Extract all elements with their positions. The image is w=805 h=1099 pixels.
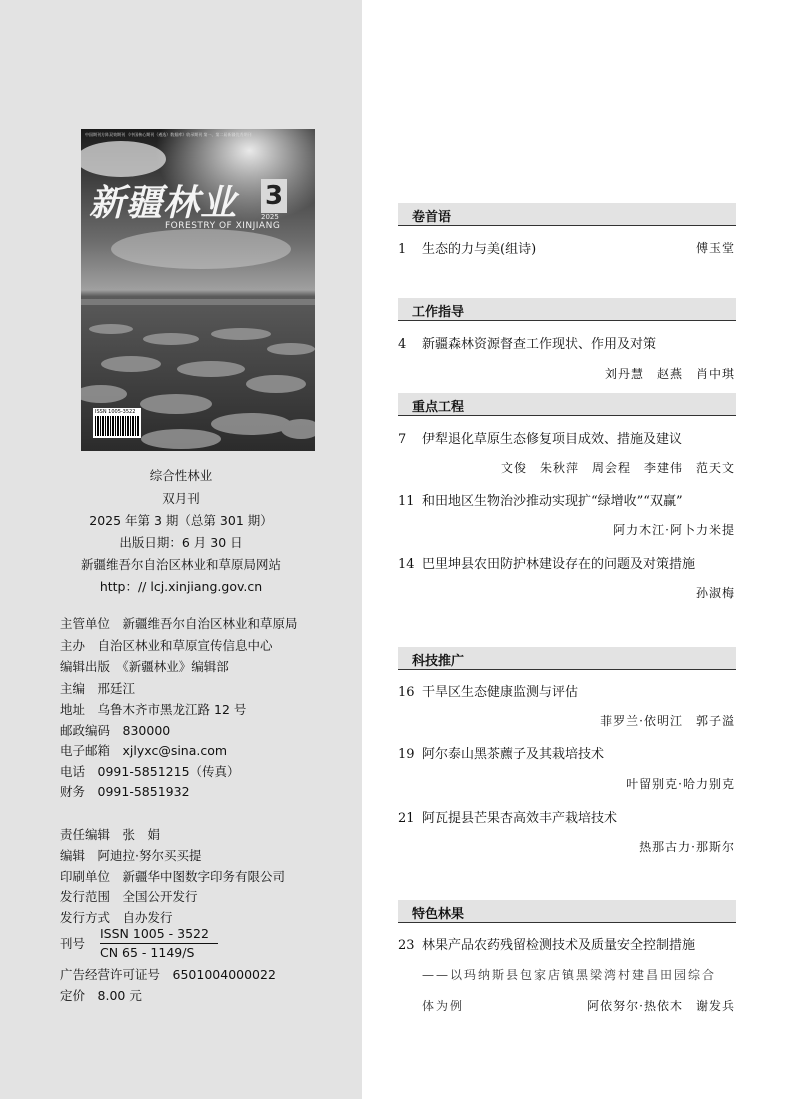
toc-section-header: 工作指导	[398, 298, 736, 321]
issn-label: 刊号	[60, 936, 86, 951]
info-row: 责任编辑 张 娟	[60, 827, 161, 842]
info-issue: 2025 年第 3 期（总第 301 期）	[89, 513, 273, 528]
toc-author: 热那古力·那斯尔	[639, 840, 735, 854]
info-frequency: 双月刊	[162, 491, 200, 506]
toc-section-header: 卷首语	[398, 203, 736, 226]
cover-english-title: FORESTRY OF XINJIANG	[165, 221, 281, 231]
cover-title: 新疆林业	[89, 182, 238, 224]
issn-divider	[100, 943, 218, 944]
info-row: 邮政编码 830000	[60, 723, 171, 738]
cover-image	[81, 129, 315, 451]
info-row: 广告经营许可证号 6501004000022	[60, 967, 276, 982]
toc-author: 傅玉堂	[695, 241, 735, 255]
toc-author: 文俊 朱秋萍 周会程 李建伟 范天文	[500, 461, 735, 475]
toc-entry: 19 阿尔泰山黑茶藨子及其栽培技术	[398, 747, 605, 762]
cn-number: CN 65 - 1149/S	[100, 945, 195, 960]
cover-issue-number: 3	[261, 179, 287, 213]
info-website-url: http：// lcj.xinjiang.gov.cn	[99, 579, 263, 594]
info-row: 主办 自治区林业和草原宣传信息中心	[60, 638, 273, 653]
info-type: 综合性林业	[149, 468, 213, 483]
barcode	[93, 408, 141, 438]
info-date: 出版日期：6 月 30 日	[119, 535, 243, 550]
info-row: 财务 0991-5851932	[60, 784, 190, 799]
info-row: 发行方式 自办发行	[60, 910, 173, 925]
toc-subtitle: ——以玛纳斯县包家店镇黑梁湾村建昌田园综合	[422, 968, 717, 982]
info-row: 定价 8.00 元	[60, 988, 142, 1003]
toc-entry: 11 和田地区生物治沙推动实现扩“绿增收”“双赢”	[398, 494, 683, 509]
toc-entry: 16 干旱区生态健康监测与评估	[398, 685, 579, 700]
issn-block	[100, 926, 218, 961]
barcode-isbn: ISSN 1005-3522	[95, 409, 136, 415]
info-website-name: 新疆维吾尔自治区林业和草原局网站	[80, 557, 281, 572]
info-row: 电话 0991-5851215（传真）	[60, 764, 240, 779]
toc-author: 叶留别克·哈力别克	[626, 777, 735, 791]
toc-subtitle: 体为例	[422, 999, 465, 1013]
toc-entry: 7 伊犁退化草原生态修复项目成效、措施及建议	[398, 432, 683, 447]
info-row: 地址 乌鲁木齐市黑龙江路 12 号	[60, 702, 247, 717]
toc-entry: 21 阿瓦提县芒果杏高效丰产栽培技术	[398, 811, 618, 826]
toc-author: 菲罗兰·依明江 郭子溢	[600, 714, 735, 728]
toc-author: 阿力木江·阿卜力米提	[613, 523, 735, 537]
cover-year: 2025	[261, 213, 279, 221]
info-row: 发行范围 全国公开发行	[60, 889, 198, 904]
info-row: 主管单位 新疆维吾尔自治区林业和草原局	[60, 616, 298, 631]
info-row: 编辑出版 《新疆林业》编辑部	[60, 659, 229, 674]
issn-number: ISSN 1005 - 3522	[100, 926, 209, 941]
toc-section-header: 重点工程	[398, 393, 736, 416]
toc-entry: 1 生态的力与美(组诗)	[398, 242, 537, 257]
toc-entry: 14 巴里坤县农田防护林建设存在的问题及对策措施	[398, 557, 696, 572]
toc-section-header: 特色林果	[398, 900, 736, 923]
toc-author: 孙淑梅	[695, 586, 735, 600]
cover-top-text: 中国期刊方阵双效期刊 《中国核心期刊（遴选）数据库》收录期刊 第一、第二届新疆优秀期刊	[85, 132, 252, 137]
info-row: 主编 邢廷江	[60, 681, 136, 696]
toc-entry: 23 林果产品农药残留检测技术及质量安全控制措施	[398, 938, 696, 953]
toc-section-header: 科技推广	[398, 647, 736, 670]
toc-entry: 4 新疆森林资源督查工作现状、作用及对策	[398, 337, 657, 352]
barcode-bars	[95, 416, 139, 436]
toc-author: 刘丹慧 赵燕 肖中琪	[604, 367, 735, 381]
left-panel	[0, 0, 362, 1099]
info-row: 电子邮箱 xjlyxc@sina.com	[60, 743, 228, 758]
info-row: 编辑 阿迪拉·努尔买买提	[60, 848, 202, 863]
toc-author: 阿依努尔·热依木 谢发兵	[587, 999, 735, 1013]
info-row: 印刷单位 新疆华中图数字印务有限公司	[60, 869, 286, 884]
